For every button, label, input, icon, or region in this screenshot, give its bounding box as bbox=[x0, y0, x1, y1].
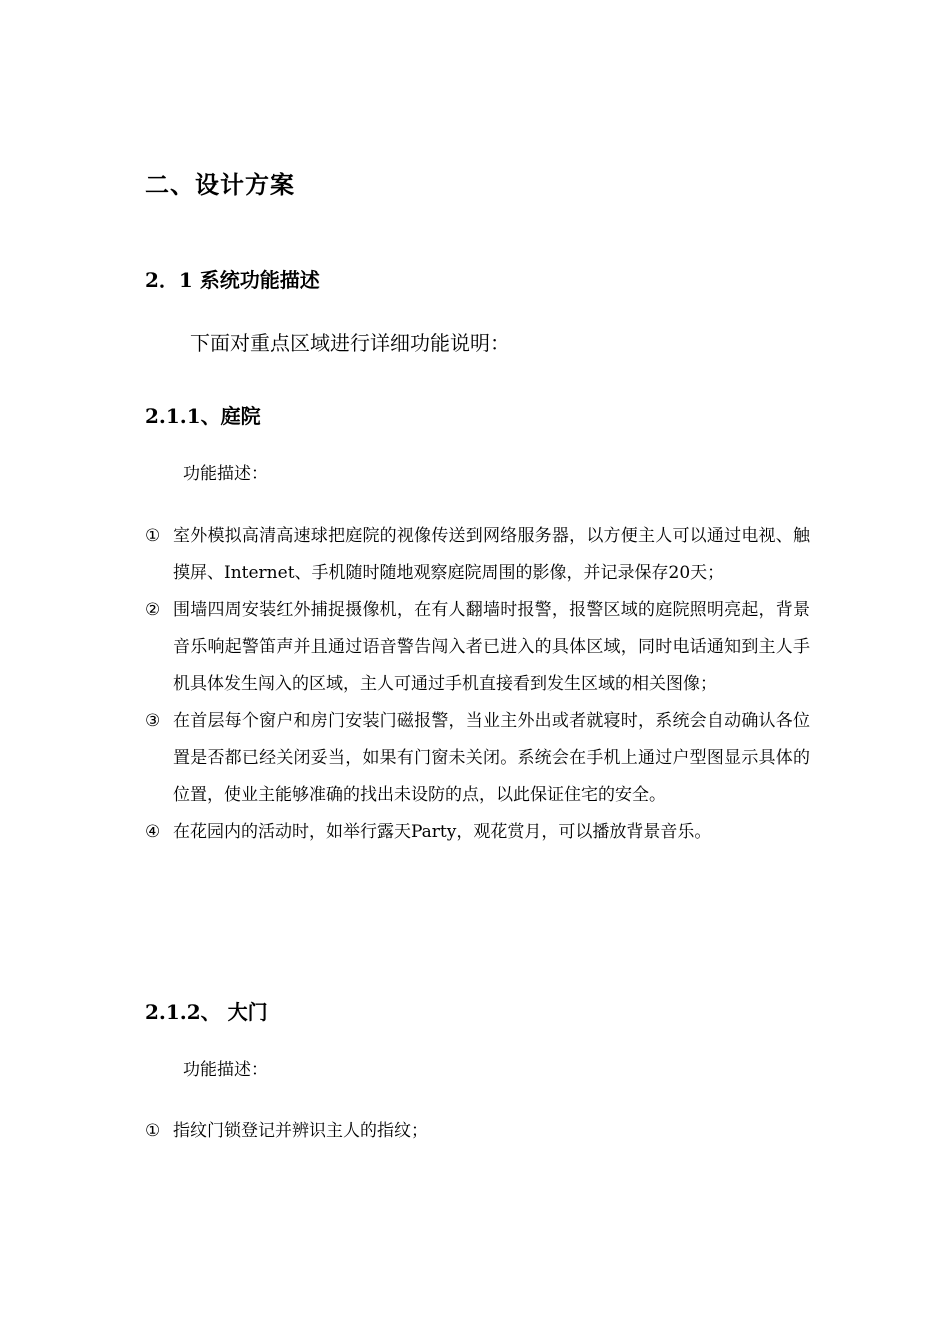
function-description-label: 功能描述： bbox=[183, 464, 268, 484]
list-item-text: 指纹门锁登记并辨识主人的指纹； bbox=[173, 1121, 428, 1141]
list-item-text: 室外模拟高清高速球把庭院的视像传送到网络服务器，以方便主人可以通过电视、触摸屏、Internet、手机随时随地观察庭院周围的影像，并记录保存20天； bbox=[173, 526, 810, 583]
section-intro-paragraph: 下面对重点区域进行详细功能说明： bbox=[190, 331, 510, 355]
list-marker: ① bbox=[145, 526, 161, 546]
list-item-text: 在首层每个窗户和房门安装门磁报警，当业主外出或者就寝时，系统会自动确认各位置是否都已经关闭妥当，如果有门窗未关闭。系统会在手机上通过户型图显示具体的位置，使业主能够准确的找出未设防的点，以此保证住宅的安全。 bbox=[173, 711, 810, 805]
list-item bbox=[145, 703, 810, 814]
list-item bbox=[145, 814, 810, 851]
main-gate-feature-list bbox=[145, 1113, 810, 1150]
list-marker: ④ bbox=[145, 822, 161, 842]
list-item bbox=[145, 592, 810, 703]
courtyard-feature-list bbox=[145, 518, 810, 851]
list-item-text: 围墙四周安装红外捕捉摄像机，在有人翻墙时报警，报警区域的庭院照明亮起，背景音乐响起警笛声并且通过语音警告闯入者已进入的具体区域，同时电话通知到主人手机具体发生闯入的区域，主人可通过手机直接看到发生区域的相关图像； bbox=[173, 600, 810, 694]
list-item bbox=[145, 1113, 810, 1150]
list-marker: ③ bbox=[145, 711, 161, 731]
list-item bbox=[145, 518, 810, 592]
list-marker: ① bbox=[145, 1121, 161, 1141]
list-marker: ② bbox=[145, 600, 161, 620]
list-item-text: 在花园内的活动时，如举行露天Party，观花赏月，可以播放背景音乐。 bbox=[173, 822, 712, 842]
section-heading-main-gate: 2.1.2、 大门 bbox=[145, 1000, 268, 1024]
page-title: 二、设计方案 bbox=[145, 170, 295, 199]
function-description-label: 功能描述： bbox=[183, 1060, 268, 1080]
section-heading-2-1: 2．1 系统功能描述 bbox=[145, 268, 320, 292]
section-heading-courtyard: 2.1.1、庭院 bbox=[145, 404, 261, 428]
